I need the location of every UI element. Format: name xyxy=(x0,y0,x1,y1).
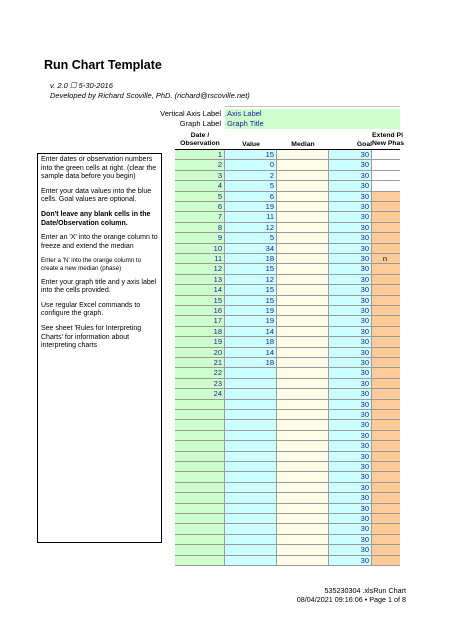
extend-cell[interactable] xyxy=(372,150,400,160)
extend-cell[interactable] xyxy=(372,337,400,347)
extend-cell[interactable] xyxy=(372,462,400,472)
date-cell[interactable] xyxy=(175,452,225,462)
extend-cell[interactable] xyxy=(372,306,400,316)
date-cell[interactable] xyxy=(175,431,225,441)
extend-cell[interactable] xyxy=(372,348,400,358)
goal-cell[interactable]: 30 xyxy=(329,337,372,347)
goal-cell[interactable]: 30 xyxy=(329,545,372,555)
graph-label: Graph Label xyxy=(179,119,221,128)
graph-title-input[interactable]: Graph Title xyxy=(225,119,400,129)
value-cell[interactable]: 5 xyxy=(225,181,277,191)
date-cell[interactable] xyxy=(175,483,225,493)
date-cell[interactable]: 22 xyxy=(175,368,225,378)
col-extend-header-line2: New Phas xyxy=(372,140,405,147)
extend-cell[interactable] xyxy=(372,410,400,420)
instruction-8: See sheet 'Rules for Interpreting Charts' for information about interpreting charts xyxy=(41,324,142,350)
value-cell[interactable]: 34 xyxy=(225,244,277,254)
goal-cell[interactable]: 30 xyxy=(329,368,372,378)
date-cell[interactable]: 23 xyxy=(175,379,225,389)
date-cell[interactable] xyxy=(175,524,225,534)
median-cell[interactable] xyxy=(277,483,329,493)
extend-cell[interactable] xyxy=(372,400,400,410)
median-cell[interactable] xyxy=(277,181,329,191)
col-extend-header-line1: Extend Pl xyxy=(372,132,403,139)
median-cell[interactable] xyxy=(277,264,329,274)
date-cell[interactable]: 6 xyxy=(175,202,225,212)
value-cell[interactable] xyxy=(225,483,277,493)
date-cell[interactable] xyxy=(175,535,225,545)
date-cell[interactable]: 24 xyxy=(175,389,225,399)
extend-cell[interactable] xyxy=(372,379,400,389)
col-date-header xyxy=(175,132,225,148)
median-cell[interactable] xyxy=(277,462,329,472)
extend-cell[interactable] xyxy=(372,556,400,566)
median-cell[interactable] xyxy=(277,160,329,170)
instruction-5: Enter a 'N' into the orange column to create a new median (phase) xyxy=(41,257,142,272)
goal-cell[interactable]: 30 xyxy=(329,431,372,441)
value-cell[interactable] xyxy=(225,493,277,503)
median-cell[interactable] xyxy=(277,514,329,524)
value-cell[interactable] xyxy=(225,379,277,389)
goal-cell[interactable]: 30 xyxy=(329,181,372,191)
median-cell[interactable] xyxy=(277,524,329,534)
median-cell[interactable] xyxy=(277,410,329,420)
goal-cell[interactable]: 30 xyxy=(329,348,372,358)
median-cell[interactable] xyxy=(277,556,329,566)
median-cell[interactable] xyxy=(277,545,329,555)
median-cell[interactable] xyxy=(277,400,329,410)
extend-cell[interactable] xyxy=(372,535,400,545)
median-cell[interactable] xyxy=(277,337,329,347)
date-cell[interactable] xyxy=(175,410,225,420)
date-cell[interactable] xyxy=(175,514,225,524)
value-cell[interactable] xyxy=(225,504,277,514)
value-cell[interactable] xyxy=(225,431,277,441)
col-date-header-line2: Observation xyxy=(180,140,220,147)
goal-cell[interactable]: 30 xyxy=(329,400,372,410)
value-cell[interactable]: 15 xyxy=(225,150,277,160)
goal-cell[interactable]: 30 xyxy=(329,285,372,295)
date-cell[interactable]: 17 xyxy=(175,316,225,326)
value-cell[interactable]: 0 xyxy=(225,160,277,170)
extend-cell[interactable] xyxy=(372,483,400,493)
goal-cell[interactable]: 30 xyxy=(329,483,372,493)
extend-cell[interactable] xyxy=(372,472,400,482)
value-cell[interactable]: 15 xyxy=(225,296,277,306)
version-text: v. 2.0 ☐ 5-30-2016 xyxy=(50,81,113,90)
goal-cell[interactable]: 30 xyxy=(329,493,372,503)
median-cell[interactable] xyxy=(277,379,329,389)
median-cell[interactable] xyxy=(277,275,329,285)
instruction-2: Enter your data values into the blue cells. Goal values are optional. xyxy=(41,187,152,204)
median-cell[interactable] xyxy=(277,212,329,222)
date-cell[interactable]: 15 xyxy=(175,296,225,306)
instructions-box xyxy=(37,153,162,543)
extend-cell[interactable] xyxy=(372,244,400,254)
median-cell[interactable] xyxy=(277,285,329,295)
median-cell[interactable] xyxy=(277,358,329,368)
value-cell[interactable]: 19 xyxy=(225,202,277,212)
goal-cell[interactable]: 30 xyxy=(329,150,372,160)
value-cell[interactable]: 14 xyxy=(225,348,277,358)
value-cell[interactable]: 12 xyxy=(225,223,277,233)
extend-cell[interactable] xyxy=(372,233,400,243)
median-cell[interactable] xyxy=(277,233,329,243)
goal-cell[interactable]: 30 xyxy=(329,275,372,285)
date-cell[interactable] xyxy=(175,420,225,430)
vertical-axis-input[interactable]: Axis Label xyxy=(225,109,400,119)
median-cell[interactable] xyxy=(277,504,329,514)
date-cell[interactable] xyxy=(175,462,225,472)
top-divider xyxy=(225,106,400,107)
median-cell[interactable] xyxy=(277,441,329,451)
date-cell[interactable] xyxy=(175,504,225,514)
value-cell[interactable] xyxy=(225,462,277,472)
value-cell[interactable] xyxy=(225,545,277,555)
developer-text: Developed by Richard Scoville, PhD. (richard@rscoville.net) xyxy=(50,91,250,100)
instruction-6: Enter your graph title and y axis label into the cells provided. xyxy=(41,278,157,295)
median-cell[interactable] xyxy=(277,389,329,399)
extend-cell[interactable] xyxy=(372,431,400,441)
goal-cell[interactable]: 30 xyxy=(329,441,372,451)
value-cell[interactable] xyxy=(225,524,277,534)
date-cell[interactable] xyxy=(175,400,225,410)
goal-cell[interactable]: 30 xyxy=(329,462,372,472)
date-cell[interactable] xyxy=(175,441,225,451)
extend-cell[interactable] xyxy=(372,389,400,399)
goal-cell[interactable]: 30 xyxy=(329,316,372,326)
goal-cell[interactable]: 30 xyxy=(329,472,372,482)
median-cell[interactable] xyxy=(277,223,329,233)
date-cell[interactable] xyxy=(175,493,225,503)
col-date-header-line1: Date / xyxy=(190,132,210,139)
median-cell[interactable] xyxy=(277,192,329,202)
goal-cell[interactable]: 30 xyxy=(329,327,372,337)
footer-file: 535230304 .xlsRun Chart xyxy=(324,586,406,595)
value-cell[interactable] xyxy=(225,514,277,524)
extend-cell[interactable]: n xyxy=(372,254,400,264)
date-cell[interactable]: 2 xyxy=(175,160,225,170)
date-cell[interactable]: 5 xyxy=(175,192,225,202)
goal-cell[interactable]: 30 xyxy=(329,389,372,399)
date-cell[interactable]: 10 xyxy=(175,244,225,254)
extend-cell[interactable] xyxy=(372,212,400,222)
instruction-7: Use regular Excel commands to configure the graph. xyxy=(41,301,141,318)
value-cell[interactable] xyxy=(225,410,277,420)
goal-cell[interactable]: 30 xyxy=(329,524,372,534)
goal-cell[interactable]: 30 xyxy=(329,535,372,545)
value-cell[interactable]: 18 xyxy=(225,337,277,347)
goal-cell[interactable]: 30 xyxy=(329,254,372,264)
goal-cell[interactable]: 30 xyxy=(329,420,372,430)
value-cell[interactable] xyxy=(225,556,277,566)
extend-cell[interactable] xyxy=(372,524,400,534)
median-cell[interactable] xyxy=(277,348,329,358)
value-cell[interactable] xyxy=(225,389,277,399)
extend-cell[interactable] xyxy=(372,202,400,212)
goal-cell[interactable]: 30 xyxy=(329,379,372,389)
value-cell[interactable]: 11 xyxy=(225,212,277,222)
extend-cell[interactable] xyxy=(372,514,400,524)
date-cell[interactable]: 8 xyxy=(175,223,225,233)
value-cell[interactable]: 18 xyxy=(225,358,277,368)
extend-cell[interactable] xyxy=(372,181,400,191)
date-cell[interactable] xyxy=(175,472,225,482)
col-median-header: Median xyxy=(291,141,315,148)
median-cell[interactable] xyxy=(277,452,329,462)
goal-cell[interactable]: 30 xyxy=(329,212,372,222)
value-cell[interactable] xyxy=(225,420,277,430)
goal-cell[interactable]: 30 xyxy=(329,202,372,212)
date-cell[interactable]: 16 xyxy=(175,306,225,316)
extend-cell[interactable] xyxy=(372,368,400,378)
extend-cell[interactable] xyxy=(372,160,400,170)
value-cell[interactable]: 6 xyxy=(225,192,277,202)
extend-cell[interactable] xyxy=(372,192,400,202)
extend-cell[interactable] xyxy=(372,358,400,368)
value-cell[interactable]: 19 xyxy=(225,316,277,326)
date-cell[interactable]: 13 xyxy=(175,275,225,285)
goal-cell[interactable]: 30 xyxy=(329,192,372,202)
median-cell[interactable] xyxy=(277,327,329,337)
goal-cell[interactable]: 30 xyxy=(329,296,372,306)
date-cell[interactable]: 7 xyxy=(175,212,225,222)
median-cell[interactable] xyxy=(277,296,329,306)
footer-stamp: 08/04/2021 09:16:06 • Page 1 of 8 xyxy=(296,595,406,604)
median-cell[interactable] xyxy=(277,535,329,545)
median-cell[interactable] xyxy=(277,150,329,160)
goal-cell[interactable]: 30 xyxy=(329,452,372,462)
goal-cell[interactable]: 30 xyxy=(329,410,372,420)
date-cell[interactable]: 20 xyxy=(175,348,225,358)
value-cell[interactable]: 2 xyxy=(225,171,277,181)
goal-cell[interactable]: 30 xyxy=(329,306,372,316)
extend-cell[interactable] xyxy=(372,441,400,451)
extend-cell[interactable] xyxy=(372,285,400,295)
date-cell[interactable]: 19 xyxy=(175,337,225,347)
value-cell[interactable]: 15 xyxy=(225,264,277,274)
value-cell[interactable] xyxy=(225,535,277,545)
value-cell[interactable] xyxy=(225,400,277,410)
extend-cell[interactable] xyxy=(372,420,400,430)
extend-cell[interactable] xyxy=(372,452,400,462)
goal-cell[interactable]: 30 xyxy=(329,264,372,274)
extend-cell[interactable] xyxy=(372,171,400,181)
date-cell[interactable]: 1 xyxy=(175,150,225,160)
value-cell[interactable]: 15 xyxy=(225,285,277,295)
col-goal-header: Goal xyxy=(356,141,372,148)
col-value-header: Value xyxy=(242,141,260,148)
date-cell[interactable]: 11 xyxy=(175,254,225,264)
value-cell[interactable] xyxy=(225,472,277,482)
extend-cell[interactable] xyxy=(372,493,400,503)
goal-cell[interactable]: 30 xyxy=(329,171,372,181)
value-cell[interactable]: 14 xyxy=(225,327,277,337)
median-cell[interactable] xyxy=(277,431,329,441)
median-cell[interactable] xyxy=(277,171,329,181)
value-cell[interactable] xyxy=(225,368,277,378)
value-cell[interactable] xyxy=(225,441,277,451)
date-cell[interactable]: 9 xyxy=(175,233,225,243)
median-cell[interactable] xyxy=(277,368,329,378)
extend-cell[interactable] xyxy=(372,223,400,233)
extend-cell[interactable] xyxy=(372,545,400,555)
goal-cell[interactable]: 30 xyxy=(329,504,372,514)
median-cell[interactable] xyxy=(277,316,329,326)
goal-cell[interactable]: 30 xyxy=(329,233,372,243)
median-cell[interactable] xyxy=(277,254,329,264)
page-title: Run Chart Template xyxy=(44,58,162,72)
median-cell[interactable] xyxy=(277,472,329,482)
vertical-axis-label: Vertical Axis Label xyxy=(160,109,221,118)
median-cell[interactable] xyxy=(277,202,329,212)
extend-cell[interactable] xyxy=(372,504,400,514)
goal-cell[interactable]: 30 xyxy=(329,358,372,368)
extend-cell[interactable] xyxy=(372,264,400,274)
median-cell[interactable] xyxy=(277,493,329,503)
value-cell[interactable]: 5 xyxy=(225,233,277,243)
value-cell[interactable]: 19 xyxy=(225,306,277,316)
extend-cell[interactable] xyxy=(372,275,400,285)
instruction-1: Enter dates or observation numbers into the green cells at right. (clear the sample data before you begin) xyxy=(41,156,157,181)
value-cell[interactable]: 18 xyxy=(225,254,277,264)
date-cell[interactable] xyxy=(175,556,225,566)
goal-cell[interactable]: 30 xyxy=(329,223,372,233)
date-cell[interactable]: 21 xyxy=(175,358,225,368)
instruction-4: Enter an 'X' into the orange column to freeze and extend the median xyxy=(41,234,158,250)
date-cell[interactable]: 18 xyxy=(175,327,225,337)
date-cell[interactable]: 3 xyxy=(175,171,225,181)
goal-cell[interactable]: 30 xyxy=(329,244,372,254)
instruction-3: Don't leave any blank cells in the Date/Observation column. xyxy=(41,210,151,227)
goal-cell[interactable]: 30 xyxy=(329,556,372,566)
value-cell[interactable] xyxy=(225,452,277,462)
extend-cell[interactable] xyxy=(372,327,400,337)
date-cell[interactable]: 14 xyxy=(175,285,225,295)
extend-cell[interactable] xyxy=(372,316,400,326)
date-cell[interactable]: 4 xyxy=(175,181,225,191)
date-cell[interactable] xyxy=(175,545,225,555)
value-cell[interactable]: 12 xyxy=(225,275,277,285)
goal-cell[interactable]: 30 xyxy=(329,514,372,524)
median-cell[interactable] xyxy=(277,420,329,430)
col-extend-header xyxy=(372,132,405,148)
goal-cell[interactable]: 30 xyxy=(329,160,372,170)
extend-cell[interactable] xyxy=(372,296,400,306)
median-cell[interactable] xyxy=(277,306,329,316)
median-cell[interactable] xyxy=(277,244,329,254)
date-cell[interactable]: 12 xyxy=(175,264,225,274)
